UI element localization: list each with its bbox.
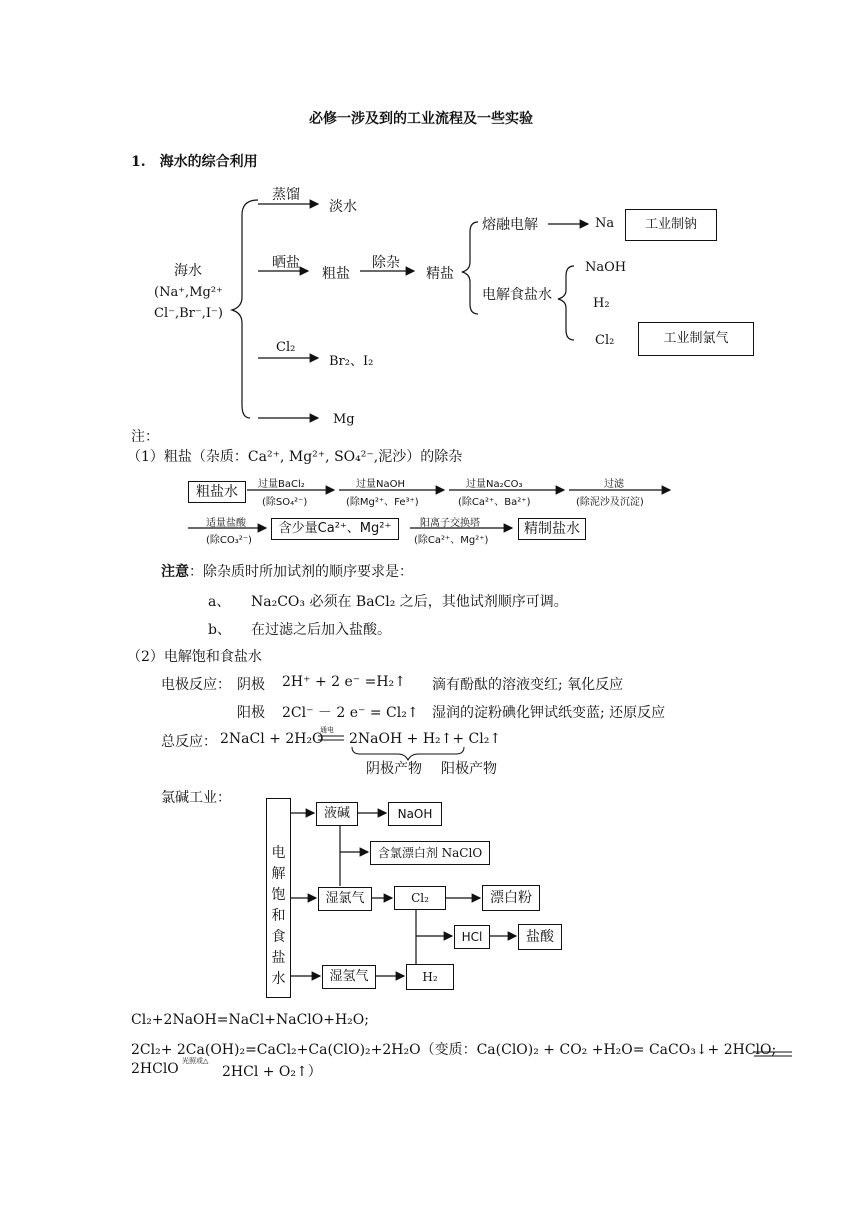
refined-brace xyxy=(462,222,478,314)
attention-a-label: a、 xyxy=(208,594,231,610)
box-wet-hydrogen: 湿氢气 xyxy=(322,965,376,989)
equation-3-condition: 光照或△ xyxy=(182,1057,209,1065)
product-crude-salt: 粗盐 xyxy=(322,266,350,282)
chloralkali-label: 氯碱工业： xyxy=(161,790,231,806)
flow-step-4-bottom: (除泥沙及沉淀) xyxy=(576,497,644,508)
seawater-label: 海水 xyxy=(174,263,202,279)
attention-b: 在过滤之后加入盐酸。 xyxy=(251,622,391,638)
box-liquid-alkali: 液碱 xyxy=(316,802,358,826)
process-distill: 蒸馏 xyxy=(272,187,300,203)
flow-step-5-bottom: (除CO₃²⁻) xyxy=(206,535,252,546)
total-reaction-label: 总反应： xyxy=(161,734,217,750)
seawater-ions-2: Cl⁻,Br⁻,I⁻) xyxy=(154,306,223,321)
flow-residual-ions: 含少量Ca²⁺、Mg²⁺ xyxy=(271,518,399,540)
flow-step-6-bottom: (除Ca²⁺、Mg²⁺) xyxy=(414,535,489,546)
box-industrial-na: 工业制钠 xyxy=(625,209,717,241)
flow-step-3-top: 过量Na₂CO₃ xyxy=(466,479,523,490)
flow-step-4-top: 过滤 xyxy=(604,479,624,490)
total-condition: 通电 xyxy=(320,726,334,734)
box-naoh: NaOH xyxy=(388,802,442,826)
box-electrolysis-source: 电 解 饱 和 食 盐 水 xyxy=(266,798,291,998)
cathode-product: 阴极产物 xyxy=(366,761,422,777)
flow-step-1-top: 过量BaCl₂ xyxy=(258,479,305,490)
flow-step-3-bottom: (除Ca²⁺、Ba²⁺) xyxy=(458,497,531,508)
box-naclo: 含氯漂白剂 NaClO xyxy=(370,841,490,865)
anode-product: 阳极产物 xyxy=(441,761,497,777)
cathode-note: 滴有酚酞的溶液变红; 氧化反应 xyxy=(432,677,624,693)
page-title: 必修一涉及到的工业流程及一些实验 xyxy=(309,111,533,127)
note-item-2: （2）电解饱和食盐水 xyxy=(127,649,262,665)
anode-label: 阳极 xyxy=(237,705,265,721)
box-wet-chlorine: 湿氯气 xyxy=(318,887,372,911)
total-left: 2NaCl + 2H₂O xyxy=(220,731,324,747)
attention-label: 注意 xyxy=(161,564,189,580)
process-purify: 除杂 xyxy=(372,255,400,271)
product-h2: H₂ xyxy=(593,296,610,311)
equation-2: 2Cl₂+ 2Ca(OH)₂=CaCl₂+Ca(ClO)₂+2H₂O（变质：Ca(ClO)₂ + CO₂ +H₂O= CaCO₃↓+ 2HClO; xyxy=(131,1042,777,1058)
cathode-label: 阴极 xyxy=(237,677,265,693)
section-heading: 1. 海水的综合利用 xyxy=(131,154,258,170)
anode-note: 湿润的淀粉碘化钾试纸变蓝; 还原反应 xyxy=(432,705,666,721)
melt-electrolysis-label: 熔融电解 xyxy=(482,217,538,233)
flow-step-1-bottom: (除SO₄²⁻) xyxy=(262,497,308,508)
box-bleach-powder: 漂白粉 xyxy=(482,885,540,911)
attention-a: Na₂CO₃ 必须在 BaCl₂ 之后，其他试剂顺序可调。 xyxy=(251,594,568,610)
process-sun-salt: 晒盐 xyxy=(272,255,300,271)
anode-equation: 2Cl⁻ － 2 e⁻ = Cl₂↑ xyxy=(282,705,419,721)
cathode-equation: 2H⁺ + 2 e⁻ =H₂↑ xyxy=(282,674,406,690)
flow-step-2-top: 过量NaOH xyxy=(356,479,405,490)
product-refined-salt: 精盐 xyxy=(426,266,454,282)
attention-b-label: b、 xyxy=(208,622,231,638)
flow-step-6-top: 阳离子交换塔 xyxy=(420,518,480,529)
flow-crude-brine: 粗盐水 xyxy=(188,481,246,503)
note-label: 注： xyxy=(131,429,159,445)
equation-3-left: 2HClO xyxy=(131,1061,179,1077)
flow-step-5-top: 适量盐酸 xyxy=(206,518,246,529)
box-industrial-cl2: 工业制氯气 xyxy=(638,322,754,356)
box-cl2: Cl₂ xyxy=(394,886,446,910)
attention-text: ：除杂质时所加试剂的顺序要求是： xyxy=(189,564,413,580)
product-cl2: Cl₂ xyxy=(595,333,615,348)
box-hydrochloric-acid: 盐酸 xyxy=(518,924,562,950)
product-freshwater: 淡水 xyxy=(329,199,357,215)
brine-electrolysis-label: 电解食盐水 xyxy=(482,287,552,303)
equation-3-right: 2HCl + O₂↑） xyxy=(222,1064,322,1080)
flow-step-2-bottom: (除Mg²⁺、Fe³⁺) xyxy=(346,497,419,508)
product-mg: Mg xyxy=(333,412,355,427)
box-h2: H₂ xyxy=(406,964,454,990)
product-naoh: NaOH xyxy=(585,260,627,275)
flow-refined-brine: 精制盐水 xyxy=(518,518,586,540)
note-item-1: （1）粗盐（杂质：Ca²⁺, Mg²⁺, SO₄²⁻,泥沙）的除杂 xyxy=(127,449,463,465)
product-na: Na xyxy=(595,216,615,231)
seawater-brace xyxy=(232,200,258,418)
box-hcl: HCl xyxy=(454,925,490,949)
product-br-i: Br₂、I₂ xyxy=(329,354,374,369)
total-right: 2NaOH + H₂↑+ Cl₂↑ xyxy=(349,731,502,747)
seawater-ions-1: (Na⁺,Mg²⁺ xyxy=(154,285,223,300)
brine-brace xyxy=(558,266,574,340)
equation-1: Cl₂+2NaOH=NaCl+NaClO+H₂O; xyxy=(131,1012,369,1028)
electrode-label: 电极反应： xyxy=(161,677,231,693)
process-chlorine: Cl₂ xyxy=(276,340,296,355)
